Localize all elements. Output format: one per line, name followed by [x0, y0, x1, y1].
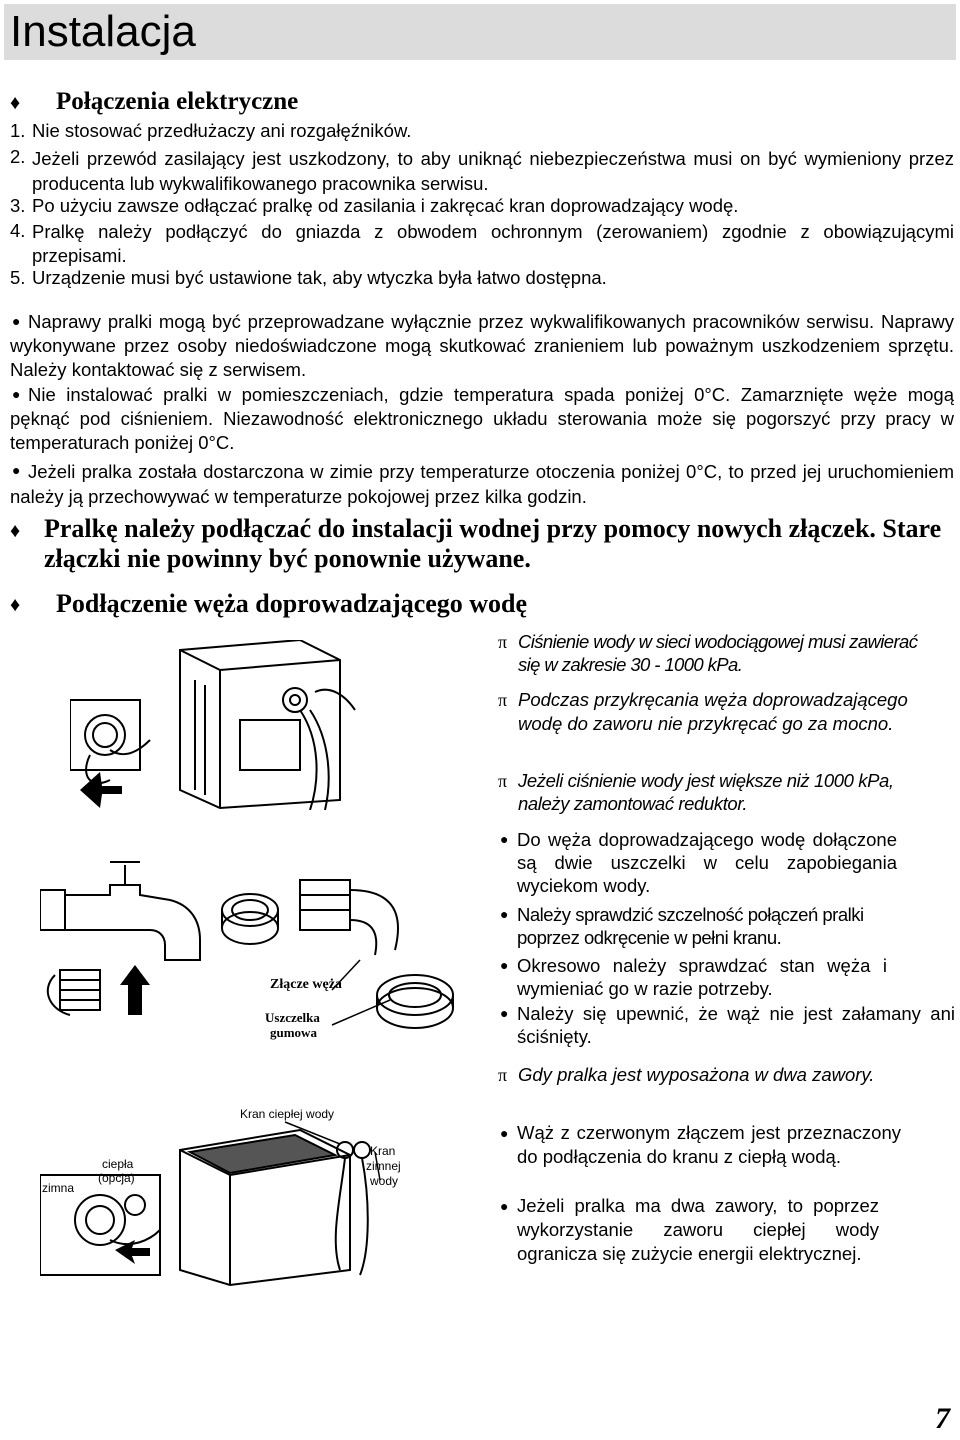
dot-icon: ●: [500, 831, 509, 847]
hose-heading: Podłączenie węża doprowadzającego wodę: [56, 589, 528, 618]
tap-and-fittings-illustration: [40, 850, 480, 1040]
hot-optional-label: ciepła (opcja): [98, 1157, 135, 1185]
diamond-icon: ♦: [10, 594, 21, 616]
two-valves-illustration: [40, 1100, 440, 1290]
cold-tap-label: Kran zimnej wody: [366, 1144, 401, 1188]
list-number: 5.: [10, 267, 26, 288]
dot-icon: ●: [500, 906, 509, 922]
dot-icon: ●: [500, 1125, 509, 1141]
bullet-paragraph: Naprawy pralki mogą być przeprowadzane wyłącznie przez wykwalifikowanych pracowników serwisu. Naprawy wykonywane przez osoby niedoświadczone mogą skutkować zranieniem lub poważnym uszkodzeniem sprzętu. Należy kontaktować się z serwisem.: [10, 311, 954, 380]
note-marker-icon: π: [498, 1065, 508, 1085]
diamond-icon: ♦: [10, 520, 21, 542]
hot-tap-label: Kran ciepłej wody: [240, 1107, 335, 1121]
note-marker-icon: π: [498, 632, 508, 652]
page-header: [4, 4, 956, 60]
hose-connector-label: Złącze węża: [270, 977, 342, 992]
list-number: 1.: [10, 120, 26, 141]
note-two-valves: Gdy pralka jest wyposażona w dwa zawory.: [518, 1064, 875, 1085]
rubber-seal-label: Uszczelka gumowa: [265, 1010, 320, 1040]
bullet-paragraph: Nie instalować pralki w pomieszczeniach, gdzie temperatura spada poniżej 0°C. Zamarznięte węże mogą pęknąć pod ciśnieniem. Niezawodność elektronicznego układu sterowania może się pogorszyć przy pracy w temperaturach poniżej 0°C.: [10, 384, 954, 453]
list-number: 4.: [10, 220, 26, 241]
bullet-paragraph: Jeżeli pralka została dostarczona w zimie przy temperaturze otoczenia poniżej 0°C, to przed jej uruchomieniem należy ją przechowywać w temperaturze pokojowej przez kilka godzin.: [10, 461, 954, 507]
list-number: 2.: [10, 146, 26, 167]
hose-bullet: Wąż z czerwonym złączem jest przeznaczony do podłączenia do kranu z ciepłą wodą.: [517, 1122, 901, 1167]
note-pressure: Ciśnienie wody w sieci wodociągowej musi zawierać się w zakresie 30 - 1000 kPa.: [518, 631, 918, 675]
list-item: Nie stosować przedłużaczy ani rozgałęźników.: [32, 120, 412, 141]
cold-label: zimna: [42, 1181, 75, 1195]
machine-back-illustration: [70, 640, 360, 810]
note-tightening: Podczas przykręcania węża doprowadzającego wodę do zaworu nie przykręcać go za mocno.: [518, 689, 908, 734]
list-item: Po użyciu zawsze odłączać pralkę od zasilania i zakręcać kran doprowadzający wodę.: [32, 195, 739, 216]
list-item: Pralkę należy podłączyć do gniazda z obwodem ochronnym (zerowaniem) zgodnie z obowiązującymi przepisami.: [32, 221, 954, 266]
section-heading-electrical: Połączenia elektryczne: [56, 88, 299, 115]
page-title: Instalacja: [10, 7, 196, 56]
dot-icon: ●: [500, 1198, 509, 1214]
dot-icon: ●: [500, 957, 509, 973]
list-item: Jeżeli przewód zasilający jest uszkodzony, to aby uniknąć niebezpieczeństwa musi on być wymieniony przez producenta lub wykwalifikowanego pracownika serwisu.: [32, 148, 954, 194]
hose-bullet: Okresowo należy sprawdzać stan węża i wymieniać go w razie potrzeby.: [517, 955, 887, 999]
hose-bullet: Należy sprawdzić szczelność połączeń pralki poprzez odkręcenie w pełni kranu.: [517, 904, 864, 948]
list-item: Urządzenie musi być ustawione tak, aby wtyczka była łatwo dostępna.: [32, 267, 607, 288]
dot-icon: ●: [12, 313, 21, 329]
dot-icon: ●: [12, 386, 21, 402]
list-number: 3.: [10, 195, 26, 216]
hose-bullet: Należy się upewnić, że wąż nie jest załamany ani ściśnięty.: [517, 1003, 955, 1047]
fittings-heading: Pralkę należy podłączać do instalacji wodnej przy pomocy nowych złączek. Stare złączki nie powinny być ponownie używane.: [44, 514, 942, 573]
note-reducer: Jeżeli ciśnienie wody jest większe niż 1000 kPa, należy zamontować reduktor.: [518, 770, 894, 814]
note-marker-icon: π: [498, 771, 508, 791]
dot-icon: ●: [500, 1005, 509, 1021]
hose-bullet: Jeżeli pralka ma dwa zawory, to poprzez wykorzystanie zaworu ciepłej wody ogranicza się zużycie energii elektrycznej.: [517, 1195, 879, 1264]
note-marker-icon: π: [498, 690, 508, 710]
diamond-icon: ♦: [10, 92, 21, 114]
hose-bullet: Do węża doprowadzającego wodę dołączone są dwie uszczelki w celu zapobiegania wyciekom wody.: [517, 829, 897, 896]
page-number: 7: [935, 1402, 950, 1435]
dot-icon: ●: [12, 462, 21, 478]
